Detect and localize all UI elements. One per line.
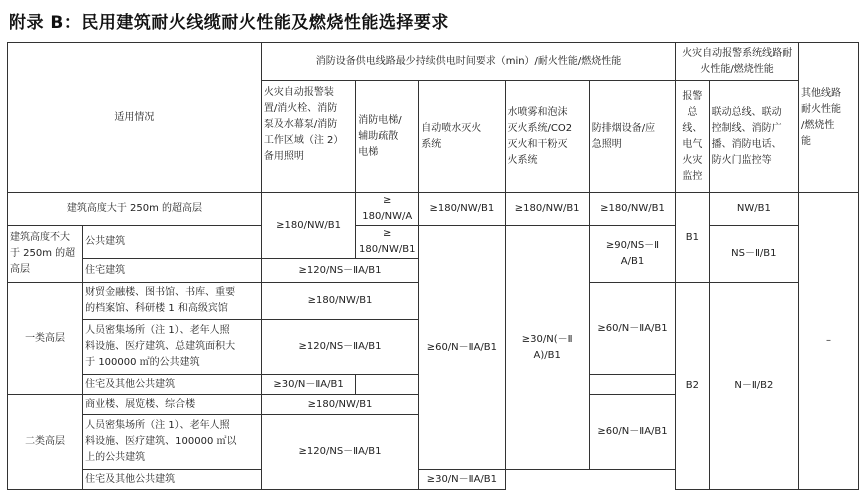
cell-value: ≥30/N(－Ⅱ A)/B1 <box>505 226 589 470</box>
header-alarm-bus: 报警 总线、 电气 火灾 监控 <box>676 81 710 193</box>
header-water-mist: 水喷雾和泡沫 灭火系统/CO2 灭火和干粉灭 火系统 <box>505 81 589 193</box>
cell-value: ≥30/N－ⅡA/B1 <box>419 470 505 490</box>
row-label: 财贸金融楼、图书馆、书库、重要 的档案馆、科研楼 1 和高级宾馆 <box>83 283 262 320</box>
row-label: 人员密集场所（注 1）、老年人照 料设施、医疗建筑、总建筑面积大 于 100000 ㎡的公共建筑 <box>83 320 262 375</box>
cell-value: ≥ 180/NW/B1 <box>356 226 419 259</box>
header-other: 其他线路 耐火性能 /燃烧性 能 <box>799 43 859 193</box>
cell-value: ≥90/NS－Ⅱ A/B1 <box>589 226 675 283</box>
cell-value: ≥60/N－ⅡA/B1 <box>589 395 675 470</box>
cell-value: ≥60/N－ⅡA/B1 <box>589 283 675 375</box>
cable-requirements-table <box>7 42 859 490</box>
cell-value: B1 <box>676 193 710 283</box>
cell-value: ≥120/NS－ⅡA/B1 <box>261 320 418 375</box>
cell-value: ≥ 180/NW/A <box>356 193 419 226</box>
cell-value: – <box>799 193 859 490</box>
row-group-label: 二类高层 <box>8 395 83 490</box>
row-label: 商业楼、展览楼、综合楼 <box>83 395 262 415</box>
cell-value: ≥180/NW/B1 <box>419 193 505 226</box>
cell-value: N－Ⅱ/B2 <box>709 283 798 490</box>
row-group-label: 建筑高度不大 于 250m 的超 高层 <box>8 226 83 283</box>
cell-value: ≥180/NW/B1 <box>261 193 355 259</box>
header-smoke: 防排烟设备/应 急照明 <box>589 81 675 193</box>
cell-value: ≥120/NS－ⅡA/B1 <box>261 415 418 490</box>
cell-value: ≥180/NW/B1 <box>505 193 589 226</box>
table-row <box>8 193 859 226</box>
cell-value: ≥180/NW/B1 <box>261 395 418 415</box>
row-label: 建筑高度大于 250m 的超高层 <box>8 193 262 226</box>
cell-value: ≥120/NS－ⅡA/B1 <box>261 259 418 283</box>
table-row <box>8 226 859 259</box>
header-group-alarm: 火灾自动报警系统线路耐 火性能/燃烧性能 <box>676 43 799 81</box>
cell-value: ≥30/N－ⅡA/B1 <box>261 375 355 395</box>
cell-value: ≥180/NW/B1 <box>261 283 418 320</box>
row-label: 公共建筑 <box>83 226 262 259</box>
page-title: 附录 B：民用建筑耐火线缆耐火性能及燃烧性能选择要求 <box>9 13 449 33</box>
row-group-label: 一类高层 <box>8 283 83 395</box>
header-applicable: 适用情况 <box>8 43 262 193</box>
row-label: 住宅及其他公共建筑 <box>83 470 262 490</box>
header-sprinkler: 自动喷水灭火 系统 <box>419 81 505 193</box>
cell-value: NW/B1 <box>709 193 798 226</box>
row-label: 住宅及其他公共建筑 <box>83 375 262 395</box>
header-group-power: 消防设备供电线路最少持续供电时间要求（min）/耐火性能/燃烧性能 <box>261 43 675 81</box>
header-linkage: 联动总线、联动 控制线、消防广 播、消防电话、 防火门监控等 <box>709 81 798 193</box>
cell-value: ≥60/N－ⅡA/B1 <box>419 226 505 470</box>
table-header-row <box>8 43 859 81</box>
row-label: 住宅建筑 <box>83 259 262 283</box>
cell-value: ≥180/NW/B1 <box>589 193 675 226</box>
row-label: 人员密集场所（注 1）、老年人照 料设施、医疗建筑、100000 ㎡以 上的公共建筑 <box>83 415 262 470</box>
header-alarm-equipment: 火灾自动报警装 置/消火栓、消防 泵及水幕泵/消防 工作区域（注 2） 备用照明 <box>261 81 355 193</box>
cell-value: B2 <box>676 283 710 490</box>
header-elevator: 消防电梯/ 辅助疏散 电梯 <box>356 81 419 193</box>
cell-value: NS－Ⅱ/B1 <box>709 226 798 283</box>
